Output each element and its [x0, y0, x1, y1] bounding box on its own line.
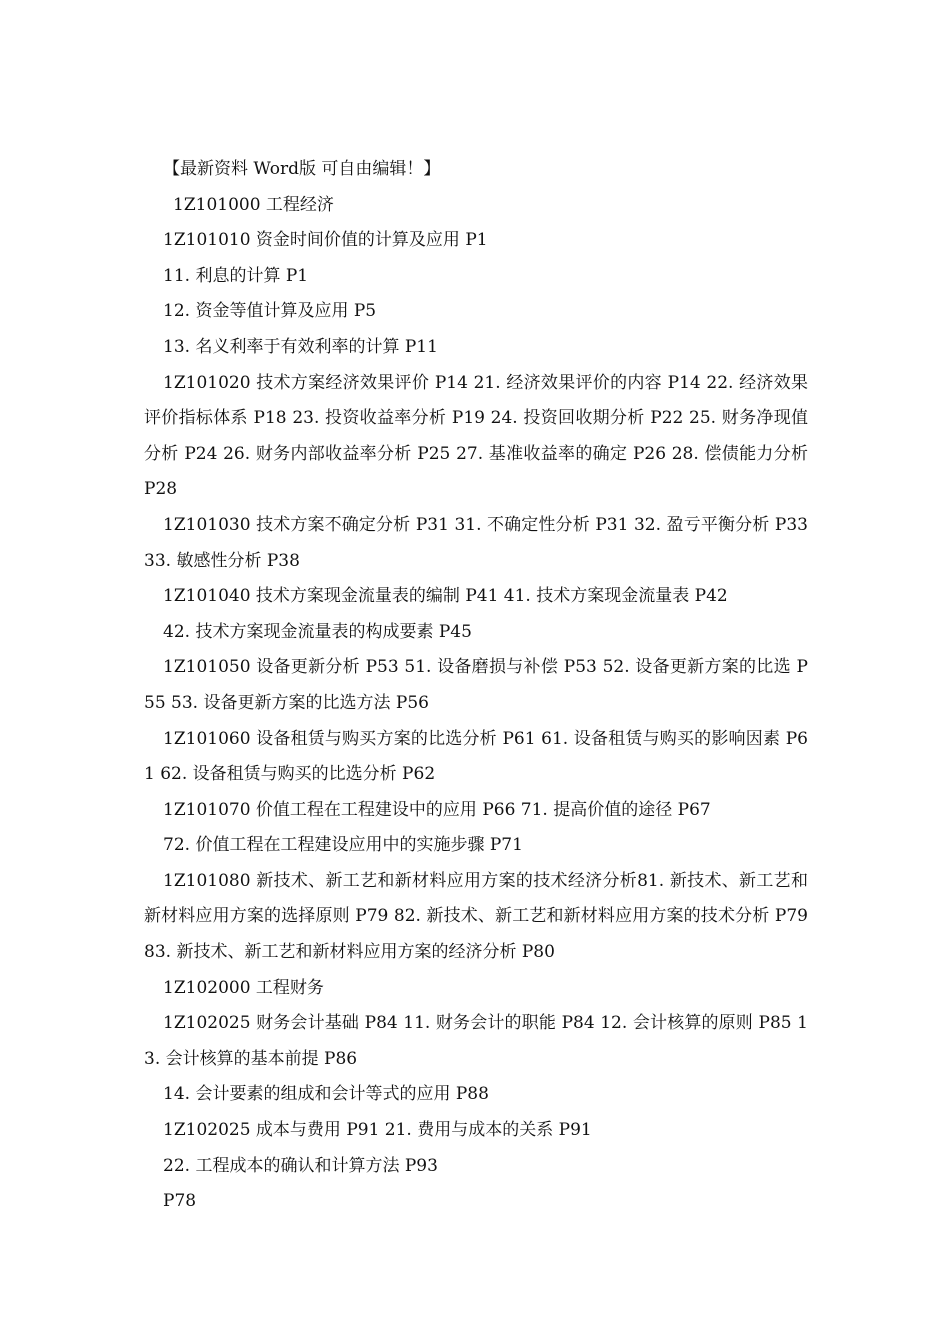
- toc-entry-1z102025-cost: 1Z102025 成本与费用 P91 21. 费用与成本的关系 P91: [163, 1120, 592, 1141]
- document-page: [144, 152, 808, 1220]
- toc-entry-1z101070: 1Z101070 价值工程在工程建设中的应用 P66 71. 提高价值的途径 P67: [163, 799, 711, 820]
- toc-entry-12: 12. 资金等值计算及应用 P5: [163, 301, 377, 322]
- toc-entry-1z101010: 1Z101010 资金时间价值的计算及应用 P1: [163, 230, 488, 251]
- chapter-heading-engineering-economics: 1Z101000 工程经济: [173, 194, 334, 215]
- toc-entry-1z101020: 1Z101020 技术方案经济效果评价 P14 21. 经济效果评价的内容 P14 22. 经济效果评价指标体系 P18 23. 投资收益率分析 P19 24. 投资回收期分析 P22 25. 财务净现值分析 P24 26. 财务内部收益率分析 P25 27. 基准收益率的确定 P26 28. 偿债能力分析 P28: [144, 372, 808, 500]
- trailing-page-ref: P78: [163, 1191, 197, 1212]
- toc-entry-1z101080: 1Z101080 新技术、新工艺和新材料应用方案的技术经济分析81. 新技术、新工艺和新材料应用方案的选择原则 P79 82. 新技术、新工艺和新材料应用方案的技术分析 P79 83. 新技术、新工艺和新材料应用方案的经济分析 P80: [144, 870, 808, 963]
- toc-entry-11: 11. 利息的计算 P1: [163, 265, 309, 286]
- toc-entry-1z101030: 1Z101030 技术方案不确定分析 P31 31. 不确定性分析 P31 32. 盈亏平衡分析 P33 33. 敏感性分析 P38: [144, 514, 808, 571]
- toc-entry-22: 22. 工程成本的确认和计算方法 P93: [163, 1155, 438, 1176]
- toc-entry-42: 42. 技术方案现金流量表的构成要素 P45: [163, 621, 472, 642]
- toc-entry-1z101050: 1Z101050 设备更新分析 P53 51. 设备磨损与补偿 P53 52. 设备更新方案的比选 P55 53. 设备更新方案的比选方法 P56: [144, 657, 808, 713]
- chapter-heading-engineering-finance: 1Z102000 工程财务: [163, 977, 324, 998]
- toc-entry-1z101040: 1Z101040 技术方案现金流量表的编制 P41 41. 技术方案现金流量表 P42: [163, 586, 728, 607]
- toc-entry-14: 14. 会计要素的组成和会计等式的应用 P88: [163, 1084, 489, 1105]
- toc-entry-72: 72. 价值工程在工程建设应用中的实施步骤 P71: [163, 835, 523, 856]
- toc-entry-1z101060: 1Z101060 设备租赁与购买方案的比选分析 P61 61. 设备租赁与购买的影响因素 P61 62. 设备租赁与购买的比选分析 P62: [144, 728, 808, 785]
- toc-entry-1z102025-accounting: 1Z102025 财务会计基础 P84 11. 财务会计的职能 P84 12. 会计核算的原则 P85 13. 会计核算的基本前提 P86: [144, 1013, 808, 1069]
- header-note: 【最新资料 Word版 可自由编辑！】: [163, 159, 441, 179]
- toc-entry-13: 13. 名义利率于有效利率的计算 P11: [163, 336, 438, 357]
